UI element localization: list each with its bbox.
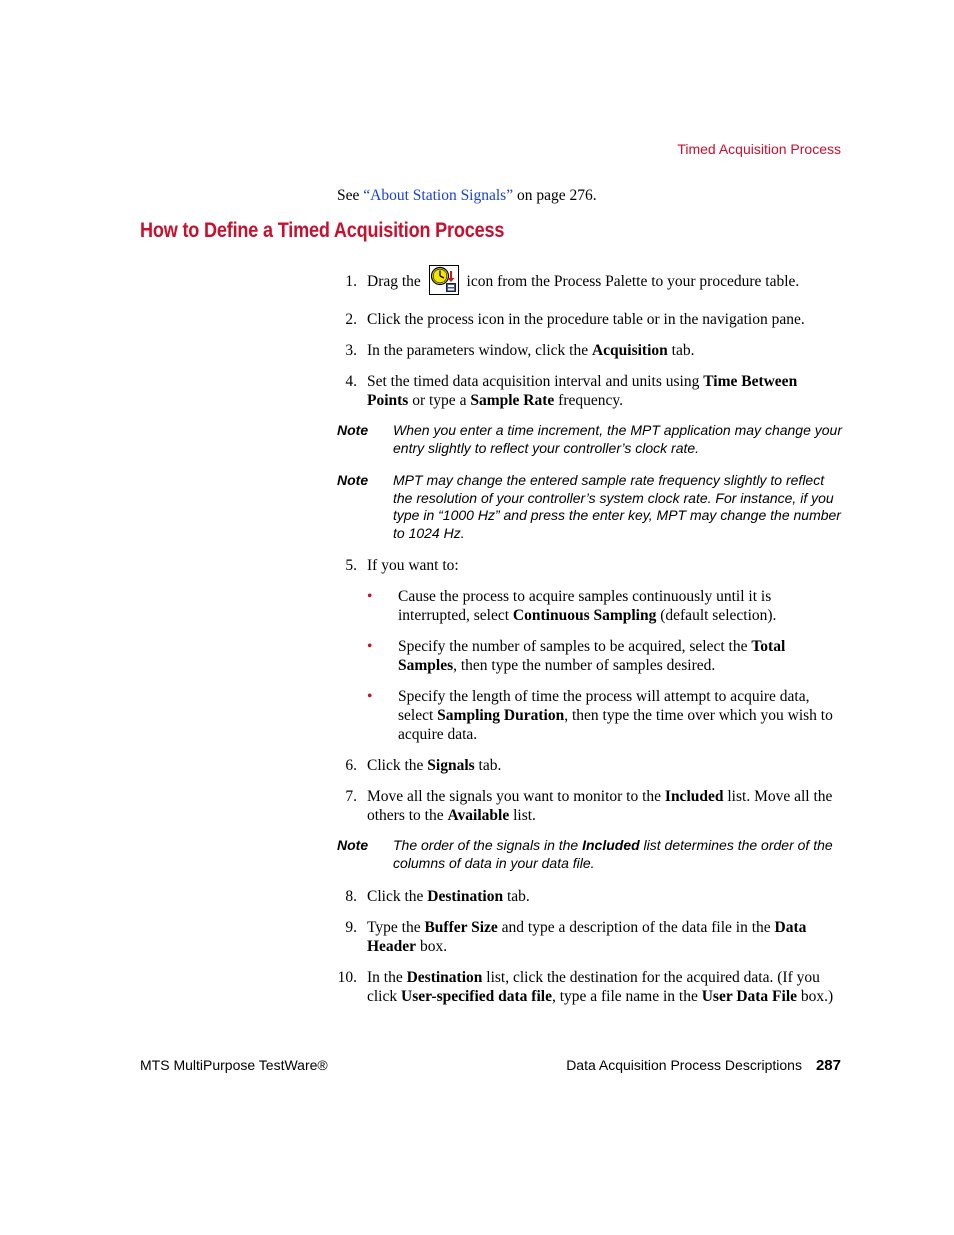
note-text: When you enter a time increment, the MPT application may change your entry slightly to reflect your controller’s clock rate. xyxy=(393,422,842,456)
user-data-file-term: User Data File xyxy=(701,988,798,1005)
note-3 xyxy=(337,837,842,872)
note-label: Note xyxy=(337,837,369,853)
step-number: 5. xyxy=(345,557,357,574)
acquisition-tab-term: Acquisition xyxy=(591,342,668,359)
bullet-dot: • xyxy=(367,638,373,655)
data-header-term: Data Header xyxy=(367,919,807,955)
note-text: MPT may change the entered sample rate frequency slightly to reflect the resolution of your controller’s system clock rate. For instance, if you type in “1000 Hz” and press the enter key, MPT may change the number to 1024 Hz. xyxy=(393,472,841,541)
bullet-item-1: • Cause the process to acquire samples continuously until it is interrupted, select Continuous Sampling (default selection). xyxy=(367,588,777,624)
bullet-dot: • xyxy=(367,688,373,705)
step-text: If you want to: xyxy=(367,557,459,574)
sample-rate-term: Sample Rate xyxy=(470,392,555,409)
section-title: How to Define a Timed Acquisition Process xyxy=(140,219,505,242)
page-number: 287 xyxy=(815,1057,841,1074)
step-6: 6. Click the Signals tab. xyxy=(337,756,842,775)
bullet-item-2: • Specify the number of samples to be acquired, select the Total Samples, then type the number of samples desired. xyxy=(367,638,786,674)
signals-tab-term: Signals xyxy=(427,757,475,774)
step-text: Click the process icon in the procedure table or in the navigation pane. xyxy=(367,311,805,328)
step-number: 8. xyxy=(345,888,357,905)
included-term: Included xyxy=(664,788,724,805)
step-8: 8. Click the Destination tab. xyxy=(337,887,842,906)
destination-list-term: Destination xyxy=(406,969,483,986)
step-9: 9. Type the Buffer Size and type a description of the data file in the Data Header box. xyxy=(337,918,842,956)
step-4: 4. Set the timed data acquisition interval and units using Time Between Points or type a Sample Rate frequency. xyxy=(337,372,842,410)
step-number: 3. xyxy=(345,342,357,359)
step-number: 1. xyxy=(345,273,357,290)
total-samples-term: Total Samples xyxy=(398,638,786,674)
step-number: 10. xyxy=(337,969,357,986)
bullet-dot: • xyxy=(367,588,373,605)
see-also-line xyxy=(337,187,597,205)
step-7: 7. Move all the signals you want to monitor to the Included list. Move all the others to the Available list. xyxy=(337,787,842,825)
note-text: The order of the signals in the Included list determines the order of the columns of data in your data file. xyxy=(393,837,833,871)
step-number: 4. xyxy=(345,373,357,390)
note-label: Note xyxy=(337,472,369,488)
footer-chapter xyxy=(566,1057,841,1074)
timed-acquisition-icon xyxy=(429,265,459,295)
note-label: Note xyxy=(337,422,369,438)
step-3: 3. In the parameters window, click the Acquisition tab. xyxy=(337,341,842,360)
about-station-signals-link[interactable]: “About Station Signals” xyxy=(363,187,514,204)
sampling-duration-term: Sampling Duration xyxy=(437,707,565,724)
footer-product-name: MTS MultiPurpose TestWare® xyxy=(140,1057,328,1073)
step-text: icon from the Process Palette to your procedure table. xyxy=(466,273,800,290)
step-number: 2. xyxy=(345,311,357,328)
bullet-item-3: • Specify the length of time the process will attempt to acquire data, select Sampling Duration, then type the time over which you wish to acquire data. xyxy=(367,688,833,743)
note-1 xyxy=(337,422,842,457)
time-between-points-term: Time Between Points xyxy=(367,373,798,409)
step-1 xyxy=(337,272,842,291)
see-suffix: on page 276. xyxy=(513,187,597,204)
step-number: 6. xyxy=(345,757,357,774)
step-number: 9. xyxy=(345,919,357,936)
destination-tab-term: Destination xyxy=(427,888,504,905)
footer-chapter-title: Data Acquisition Process Descriptions xyxy=(566,1057,802,1073)
available-term: Available xyxy=(447,807,510,824)
step-5 xyxy=(337,556,842,575)
step-2 xyxy=(337,310,842,329)
step-text: Drag the xyxy=(367,273,421,290)
included-term: Included xyxy=(582,837,640,853)
running-head: Timed Acquisition Process xyxy=(677,141,841,157)
see-prefix: See xyxy=(337,187,364,204)
step-10: 10. In the Destination list, click the destination for the acquired data. (If you click User-specified data file, type a file name in the User Data File box.) xyxy=(337,969,834,1005)
step-number: 7. xyxy=(345,788,357,805)
continuous-sampling-term: Continuous Sampling xyxy=(512,607,657,624)
buffer-size-term: Buffer Size xyxy=(424,919,498,936)
note-2 xyxy=(337,472,842,542)
user-specified-data-file-term: User-specified data file xyxy=(401,988,552,1005)
